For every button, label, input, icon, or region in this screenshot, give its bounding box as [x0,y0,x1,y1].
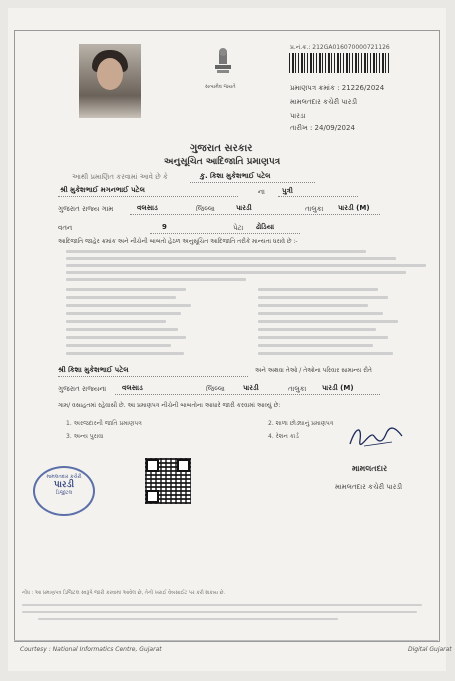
seal-center-text: પારડી [53,480,75,490]
national-emblem-icon [210,48,236,82]
state-label: રાજ્ય [81,205,100,213]
applicant-name: કુ. કિશા મુકેશભાઈ પટેલ [200,172,271,180]
issue-date: 24/09/2024 [314,124,355,132]
community-label: વતન [58,224,73,232]
date-row: તારીખ : 24/09/2024 [290,124,355,132]
office-seal-stamp [33,466,95,516]
relation-label: ના [258,188,265,196]
application-number: પ્ર.નં.ક્ર.: 212GA016070000721126 [290,44,390,51]
signatory-designation: મામલતદાર [352,464,388,473]
seal-bottom-text: ડિજીટલ [55,490,73,496]
government-title: ગુજરાત સરકાર [190,143,253,154]
taluka-value: પારડી (M) [338,204,370,212]
footer-note: નોંધ : આ પ્રમાણપત્ર ડિજિટલ સ્વરૂપે જારી કરવામાં આવેલ છે, તેની ખરાઈ વેબસાઈટ પર કરી શકાય છે. [22,590,226,596]
certificate-number: 21226/2024 [341,84,385,92]
residence-taluka: પારડી (M) [322,384,354,392]
order-line: આદિજાતિ જાહેર ક્રમાંક અને નીચેની બાબતો હેઠળ અનુસૂચિત આદિજાતિ તરીકે માન્યતા ધરાવે છે :- [58,238,298,245]
residence-label: ગુજરાત રાજ્યના [58,385,107,393]
community-number: 9 [162,223,167,231]
residence-taluka-label: તાલુકા [288,385,307,393]
office-line: મામલતદાર કચેરી પારડી [290,98,358,106]
district-value: પારડી [236,204,252,212]
emblem-caption: સત્યમેવ જયતે [205,84,236,90]
holder-residence-text: અને અથવા તેઓ / તેઓના પરિવાર સામાન્ય રીતે [255,367,372,374]
certificate-title: અનુસૂચિત આદિજાતિ પ્રમાણપત્ર [164,157,281,167]
father-name: શ્રી મુકેશભાઈ મગનભાઈ પટેલ [60,186,145,194]
signature-icon [346,422,406,452]
district-label: જિલ્લા [196,205,215,213]
validity-line: ગામ/ વસાહતમાં રહેવાસી છે. આ પ્રમાણપત્ર નીચેની બાબતોના આધારે જારી કરવામાં આવ્યું છે: [58,402,281,409]
intro-text: આથી પ્રમાણિત કરવામાં આવે છે કે [72,173,168,181]
holder-name: શ્રી કિશા મુકેશભાઈ પટેલ [58,366,129,374]
footer-courtesy: Courtesy : National Informatics Centre, Gujarat [20,646,162,653]
seal-top-text: મામલતદાર કચેરી [46,474,82,480]
basis-2: 2. શાળા છોડ્યાનું પ્રમાણપત્ર [268,420,334,427]
qr-code[interactable] [145,458,191,504]
subtype-value: ઢોડિયા [256,223,275,231]
footer-digital-gujarat: Digital Gujarat [408,646,452,653]
certificate-number-label: પ્રમાણપત્ર ક્રમાંક [290,84,335,92]
date-label: તારીખ [290,124,308,132]
residence-district-label: જિલ્લા [206,385,225,393]
certificate-number-row: પ્રમાણપત્ર ક્રમાંક : 21226/2024 [290,84,385,92]
residence-village: વલસાડ [122,384,143,392]
state-value: ગુજરાત [58,205,80,213]
village-label: ગામ [101,205,114,213]
basis-4: 4. રેશન કાર્ડ [268,433,299,440]
basis-3: 3. અન્ય પુરાવા [66,433,104,440]
residence-district: પારડી [243,384,259,392]
taluka-label: તાલુકા [305,205,324,213]
place-label: પારડા [290,112,306,120]
signatory-office: મામલતદાર કચેરી પારડી [335,483,403,491]
applicant-photo [79,44,141,118]
basis-1: 1. અરજદારની જાતિ પ્રમાણપત્ર [66,420,142,427]
village-value: વલસાડ [137,204,158,212]
relation-value: પુત્રી [282,187,293,195]
state-row [58,205,113,214]
subtype-label: પેટા [233,224,244,232]
barcode [289,53,389,73]
